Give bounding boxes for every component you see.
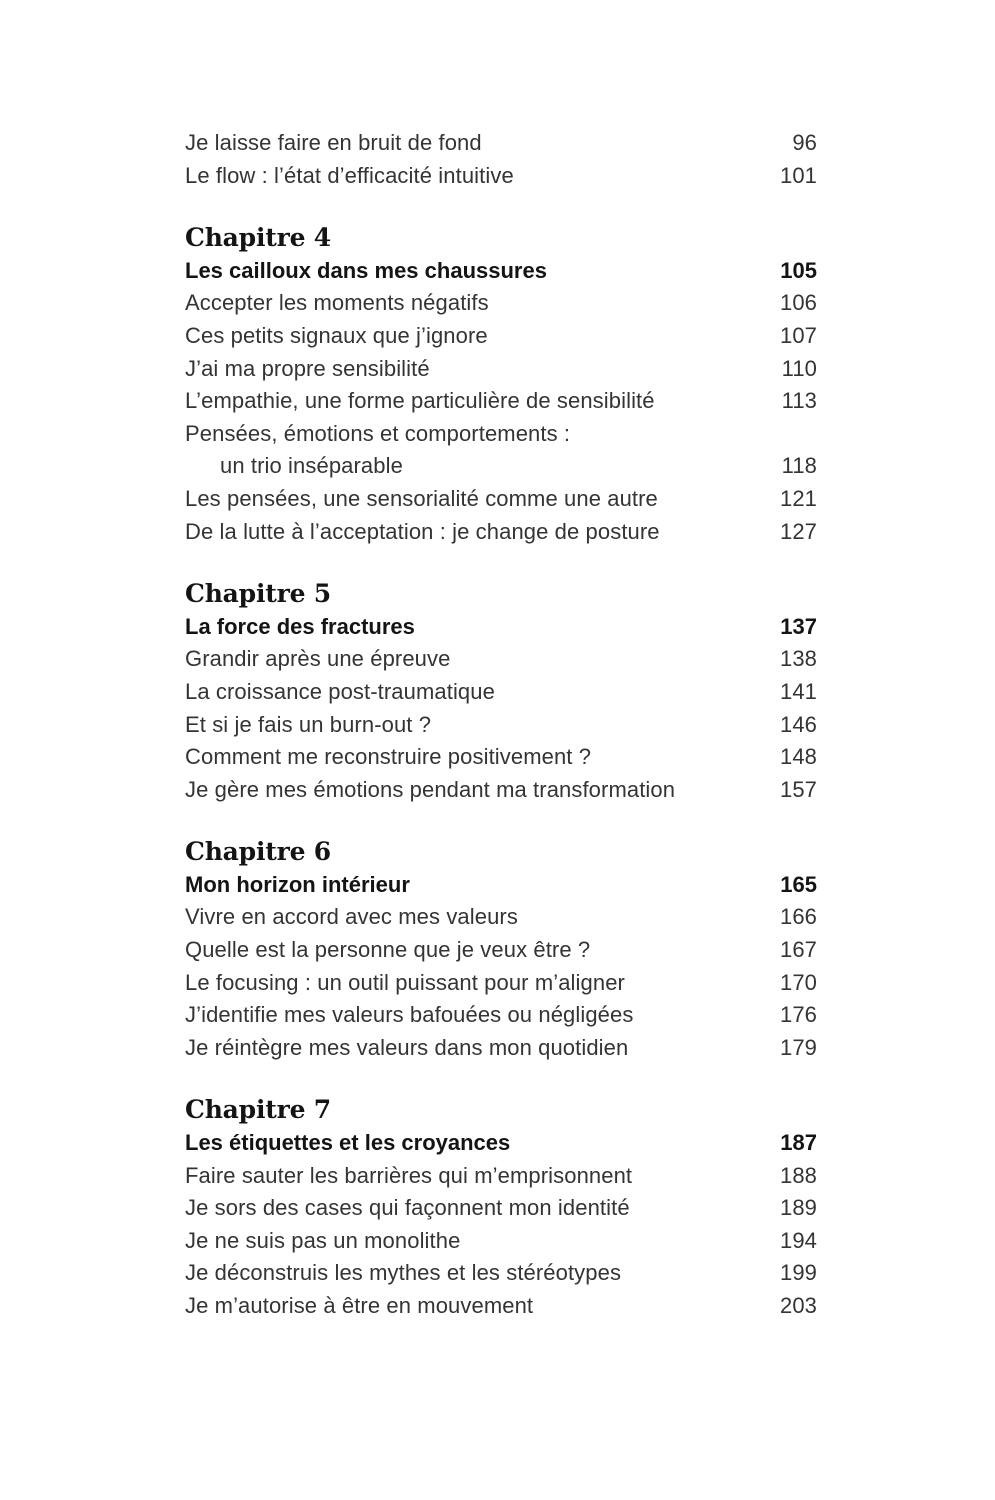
- toc-entry: [185, 901, 817, 934]
- entry-page-number: 179: [779, 1034, 817, 1060]
- entry-label: Les cailloux dans mes chaussures: [185, 257, 547, 283]
- entry-label: Je m’autorise à être en mouvement: [185, 1293, 534, 1318]
- entry-page-number: 165: [780, 871, 817, 897]
- entry-page-number: 105: [780, 257, 817, 283]
- toc-entry: [185, 353, 817, 386]
- entry-page-number: 148: [779, 744, 817, 770]
- chapter-heading: Chapitre 5: [185, 579, 331, 609]
- toc-entry: [185, 934, 817, 967]
- entry-label: J’identifie mes valeurs bafouées ou négligées: [185, 1002, 634, 1028]
- entry-label: De la lutte à l’acceptation : je change de posture: [185, 518, 660, 544]
- entry-label: Le focusing : un outil puissant pour m’aligner: [185, 969, 625, 995]
- toc-entry: [185, 643, 817, 676]
- entry-page-number: 106: [779, 290, 817, 316]
- entry-page-number: 118: [781, 453, 817, 479]
- entry-label: Et si je fais un burn-out ?: [185, 711, 432, 737]
- entry-label: La croissance post-traumatique: [185, 678, 495, 704]
- entry-page-number: 101: [779, 162, 817, 188]
- toc-entry: [185, 1225, 817, 1258]
- toc-entry: [185, 999, 817, 1032]
- entry-page-number: 199: [779, 1260, 817, 1286]
- chapter-heading: Chapitre 6: [185, 837, 331, 867]
- toc-entry: [185, 516, 817, 549]
- entry-label: Je ne suis pas un monolithe: [185, 1227, 461, 1253]
- entry-page-number: 157: [779, 776, 817, 802]
- entry-label: J’ai ma propre sensibilité: [185, 355, 430, 381]
- toc-entry: [185, 774, 817, 807]
- table-of-contents: [185, 127, 817, 1323]
- entry-label: Les pensées, une sensorialité comme une autre: [185, 485, 658, 511]
- entry-label: L’empathie, une forme particulière de sensibilité: [185, 388, 655, 414]
- entry-page-number: 176: [779, 1002, 817, 1028]
- chapter-section: [185, 1094, 817, 1322]
- entry-label: La force des fractures: [185, 613, 415, 639]
- toc-entry: [185, 741, 817, 774]
- entry-page-number: 203: [779, 1293, 817, 1318]
- entry-page-number: 189: [779, 1195, 817, 1221]
- entry-label: Je sors des cases qui façonnent mon identité: [185, 1195, 630, 1221]
- toc-entry: [185, 385, 817, 418]
- entry-page-number: 113: [781, 388, 817, 414]
- toc-entry: [185, 709, 817, 742]
- toc-entry: [185, 611, 817, 644]
- entry-label: Quelle est la personne que je veux être ?: [185, 937, 591, 963]
- chapter-section: [185, 836, 817, 1064]
- entry-page-number: 194: [779, 1227, 817, 1253]
- toc-entry: [185, 255, 817, 288]
- toc-entry: [185, 418, 817, 451]
- chapter-heading: Chapitre 7: [185, 1095, 331, 1125]
- entry-label: Grandir après une épreuve: [185, 646, 451, 672]
- chapter-section: [185, 578, 817, 806]
- entry-page-number: 166: [779, 904, 817, 930]
- toc-entry: [185, 1127, 817, 1160]
- entry-page-number: 188: [779, 1162, 817, 1188]
- entry-page-number: 127: [779, 518, 817, 544]
- toc-entry: [185, 287, 817, 320]
- entry-label: Ces petits signaux que j’ignore: [185, 322, 488, 348]
- toc-entry: [185, 127, 817, 160]
- entry-label: Je gère mes émotions pendant ma transformation: [185, 776, 676, 802]
- entry-page-number: 137: [780, 613, 817, 639]
- entry-label: Je réintègre mes valeurs dans mon quotidien: [185, 1034, 629, 1060]
- entry-label: Je déconstruis les mythes et les stéréotypes: [185, 1260, 622, 1286]
- entry-page-number: 187: [780, 1130, 817, 1156]
- toc-entry: [185, 967, 817, 1000]
- entry-label: Vivre en accord avec mes valeurs: [185, 904, 518, 930]
- toc-entry: [185, 676, 817, 709]
- entry-label: Faire sauter les barrières qui m’emprisonnent: [185, 1162, 633, 1188]
- entry-label: un trio inséparable: [220, 453, 403, 479]
- entry-label: Je laisse faire en bruit de fond: [185, 130, 482, 155]
- toc-entry: [185, 320, 817, 353]
- entry-page-number: 121: [779, 485, 817, 511]
- toc-intro-entries: [185, 127, 817, 192]
- entry-label: Comment me reconstruire positivement ?: [185, 744, 592, 770]
- entry-page-number: 110: [781, 355, 817, 381]
- entry-page-number: 107: [779, 322, 817, 348]
- toc-entry: [185, 1160, 817, 1193]
- toc-entry: [185, 1192, 817, 1225]
- toc-entry: [185, 160, 817, 193]
- toc-entry: [185, 869, 817, 902]
- toc-entry: [185, 483, 817, 516]
- entry-label: Mon horizon intérieur: [185, 871, 410, 897]
- entry-page-number: 96: [792, 130, 817, 155]
- entry-page-number: 146: [779, 711, 817, 737]
- entry-page-number: 141: [779, 678, 817, 704]
- toc-chapters: [185, 222, 817, 1322]
- entry-page-number: 138: [779, 646, 817, 672]
- chapter-section: [185, 222, 817, 548]
- toc-entry: [185, 1257, 817, 1290]
- toc-entry: [185, 1032, 817, 1065]
- entry-label: Pensées, émotions et comportements :: [185, 420, 571, 446]
- entry-label: Accepter les moments négatifs: [185, 290, 489, 316]
- entry-page-number: 170: [779, 969, 817, 995]
- toc-entry: [185, 1290, 817, 1323]
- entry-label: Le flow : l’état d’efficacité intuitive: [185, 162, 514, 188]
- entry-label: Les étiquettes et les croyances: [185, 1130, 511, 1156]
- entry-page-number: 167: [779, 937, 817, 963]
- chapter-heading: Chapitre 4: [185, 223, 331, 253]
- toc-entry: [185, 450, 817, 483]
